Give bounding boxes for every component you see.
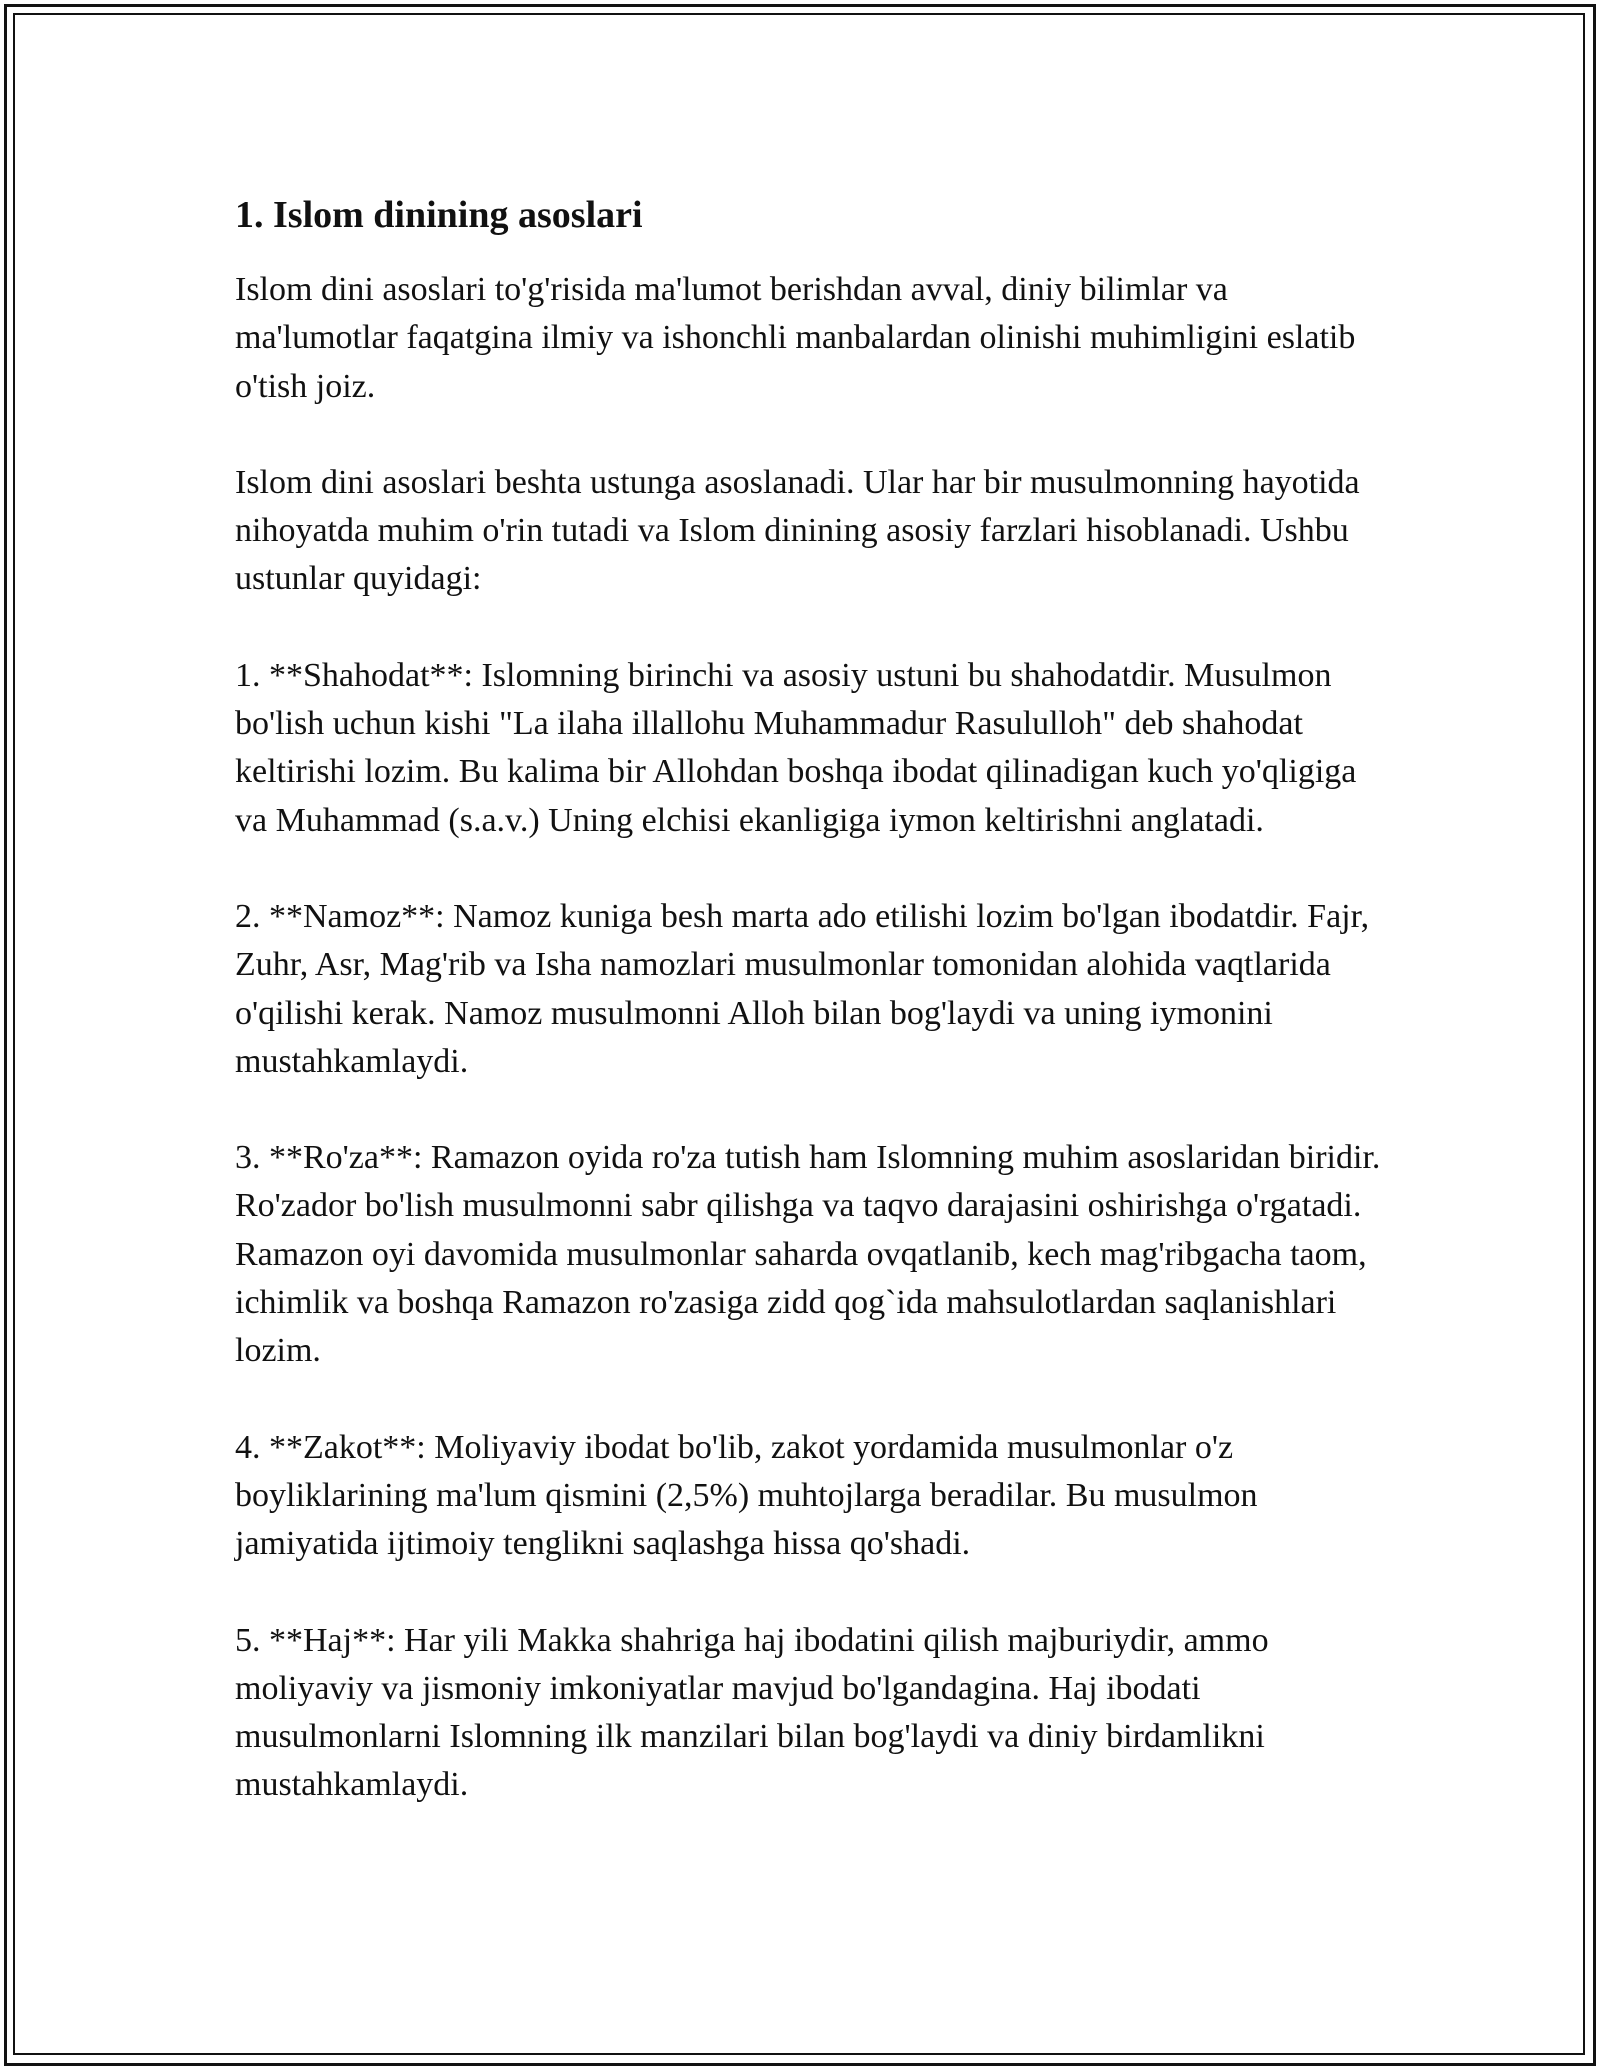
intro-paragraph: Islom dini asoslari to'g'risida ma'lumot berishdan avval, diniy bilimlar va ma'lumotlar faqatgina ilmiy va ishonchli manbalardan olinishi muhimligini eslatib o'tish joiz.: [235, 271, 1356, 405]
pillar-roza-paragraph: 3. **Ro'za**: Ramazon oyida ro'za tutish ham Islomning muhim asoslaridan biridir. Ro'zador bo'lish musulmonni sabr qilishga va taqvo darajasini oshirishga o'rgatadi. Ramazon oyi davomida musulmonlar saharda ovqatlanib, kech mag'ribgacha taom, ichimlik va boshqa Ramazon ro'zasiga zidd qog`ida mahsulotlardan saqlanishlari lozim.: [235, 1139, 1381, 1370]
pillar-namoz-paragraph: 2. **Namoz**: Namoz kuniga besh marta ado etilishi lozim bo'lgan ibodatdir. Fajr, Zuhr, Asr, Mag'rib va Isha namozlari musulmonlar tomonidan alohida vaqtlarida o'qilishi kerak. Namoz musulmonni Alloh bilan bog'laydi va uning iymonini mustahkamlaydi.: [235, 897, 1370, 1080]
document-body: [235, 188, 1395, 1858]
pillar-zakot-paragraph: 4. **Zakot**: Moliyaviy ibodat bo'lib, zakot yordamida musulmonlar o'z boyliklarining ma'lum qismini (2,5%) muhtojlarga beradilar. Bu musulmon jamiyatida ijtimoiy tenglikni saqlashga hissa qo'shadi.: [235, 1428, 1258, 1563]
pillars-overview-paragraph: Islom dini asoslari beshta ustunga asoslanadi. Ular har bir musulmonning hayotida nihoyatda muhim o'rin tutadi va Islom dinining asosiy farzlari hisoblanadi. Ushbu ustunlar quyidagi:: [235, 463, 1360, 598]
pillar-shahodat-paragraph: 1. **Shahodat**: Islomning birinchi va asosiy ustuni bu shahodatdir. Musulmon bo'lish uchun kishi "La ilaha illallohu Muhammadur Rasululloh" deb shahodat keltirishi lozim. Bu kalima bir Allohdan boshqa ibodat qilinadigan kuch yo'qligiga va Muhammad (s.a.v.) Uning elchisi ekanligiga iymon keltirishni anglatadi.: [235, 656, 1357, 839]
pillar-haj-paragraph: 5. **Haj**: Har yili Makka shahriga haj ibodatini qilish majburiydir, ammo moliyaviy va jismoniy imkoniyatlar mavjud bo'lgandagina. Haj ibodati musulmonlarni Islomning ilk manzilari bilan bog'laydi va diniy birdamlikni mustahkamlaydi.: [235, 1621, 1269, 1804]
section-heading: 1. Islom dinining asoslari: [235, 194, 643, 236]
